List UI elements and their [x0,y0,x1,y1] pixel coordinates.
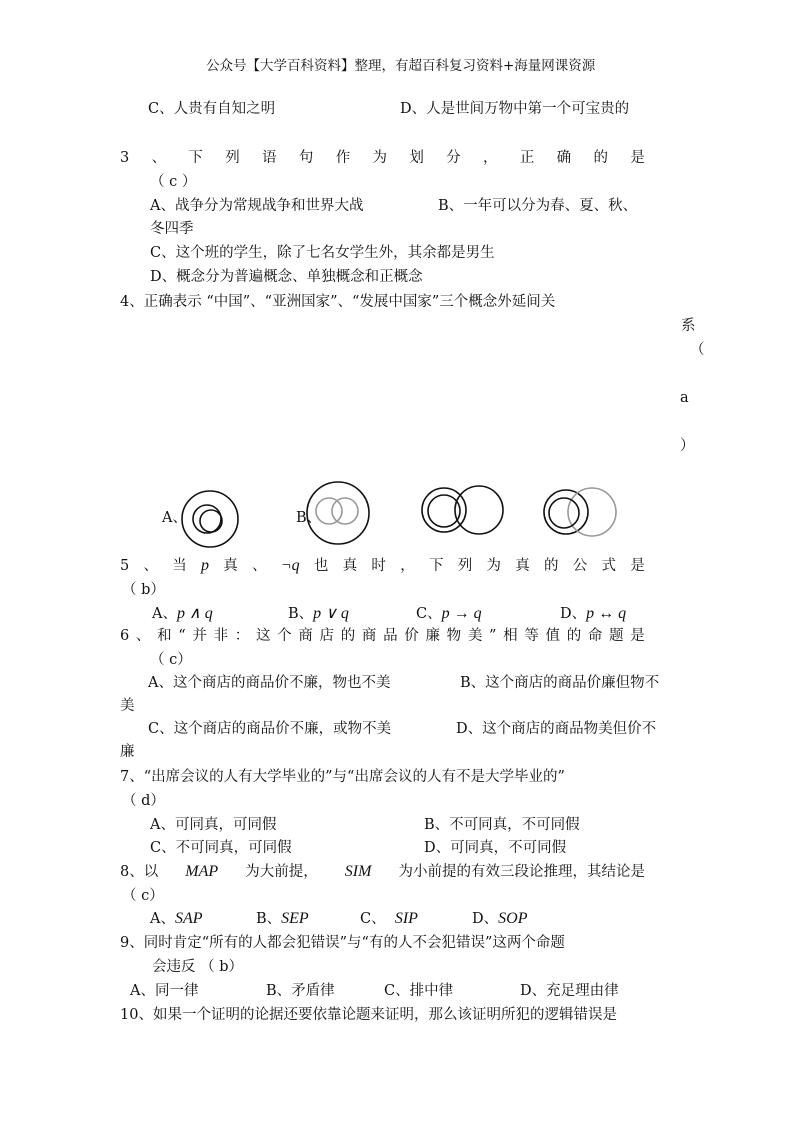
q8-option-c [360,909,418,929]
q5-char: 真 [515,558,530,574]
q8-option-b-value: SEP [281,910,309,927]
q6-stem-char: 题 [609,628,624,644]
q6-stem-char: 商 [298,628,313,644]
q6-stem-char: 非 [213,628,229,644]
q7-option-b: B、不可同真，不可同假 [424,817,580,833]
q5-option-a-formula: p ∧ q [176,605,213,622]
venn-diagram-b [302,480,374,550]
q5-option-b [288,604,349,624]
q5-option-a-label: A、 [152,606,177,622]
q4-label-b: B、 [296,510,322,526]
q8-option-d-value: SOP [498,910,528,927]
q5-char: 、 [143,558,158,574]
q6-stem-char: 个 [277,628,292,644]
q5-char: 式 [601,558,617,574]
q2-option-c: C、人贵有自知之明 [148,101,276,117]
q9-option-a: A、同一律 [130,983,199,999]
q6-stem-char: 商 [361,628,377,644]
q5-char: 真 [342,558,358,574]
q5-option-c-formula: p → q [441,605,482,622]
q3-option-b-cont: 冬四季 [150,221,194,237]
q9-option-c: C、排中律 [384,983,454,999]
q8-major-premise: MAP [185,863,219,880]
q7-option-c: C、不可同真，可同假 [150,840,292,856]
q6-stem-char: 的 [340,628,356,644]
q6-stem-char: ： [234,628,250,644]
q4-stem-end: 系 [681,318,696,334]
q6-option-c: C、这个商店的商品价不廉，或物不美 [148,721,392,737]
q8-stem-part: 8、以 [120,864,159,880]
q5-char: ， [400,558,415,574]
q7-stem: 7、“出席会议的人有大学毕业的”与“出席会议的人有不是大学毕业的” [120,769,565,785]
q5-option-a [152,604,213,624]
q5-char: 为 [486,558,501,574]
q5-char: 时 [371,558,386,574]
q5-option-c-label: C、 [416,606,442,622]
q6-stem-char: “ [178,628,186,644]
q8-stem-part: 为小前提的有效三段论推理，其结论是 [398,864,645,880]
q8-minor-premise: SIM [344,863,372,880]
q5-option-b-label: B、 [288,606,314,622]
q8-stem [120,862,645,882]
q5-option-c [416,604,482,624]
q8-option-a-value: SAP [174,910,203,927]
q8-option-b-label: B、 [256,911,282,927]
venn-diagram-a [170,490,250,550]
q3-option-c: C、这个班的学生，除了七名女学生外，其余都是男生 [150,245,495,261]
q3-stem-char: 作 [335,150,351,166]
q6-stem-char: 价 [404,628,419,644]
q3-option-d: D、概念分为普遍概念、单独概念和正概念 [150,269,423,285]
q6-stem-char: 的 [566,628,582,644]
q5-char: 公 [572,558,588,574]
q2-option-d: D、人是世间万物中第一个可宝贵的 [400,101,630,117]
q10-stem: 10、如果一个证明的论据还要依靠论题来证明，那么该证明所犯的逻辑错误是 [120,1007,617,1023]
q6-stem-char: 店 [319,628,335,644]
q9-stem: 9、同时肯定“所有的人都会犯错误”与“有的人不会犯错误”这两个命题 [120,935,565,951]
q5-char: 真 [223,558,238,574]
q6-option-b: B、这个商店的商品价廉但物不 [460,675,660,691]
q8-stem-part: 为大前提， [245,864,318,880]
q4-answer: a [680,390,689,406]
q5-option-d [560,604,626,624]
q4-paren-close: ） [680,438,695,454]
q8-option-a [150,909,203,929]
q3-stem-char: 是 [630,150,645,166]
venn-diagram-d [540,486,620,546]
q3-stem-char: ， [483,150,498,166]
q4-paren-open: （ [690,342,705,358]
q5-char: 是 [630,558,645,574]
q6-stem-char: 是 [630,628,645,644]
q8-option-c-label: C、 [360,911,386,927]
q5-char: 下 [428,558,444,574]
q6-stem-char: 相 [503,628,518,644]
q6-stem-char: 这 [255,628,271,644]
q3-stem-char: 为 [372,150,388,166]
q3-answer: （ c ） [150,174,197,190]
q6-stem-char: 6 [120,628,130,644]
q6-option-d-cont: 廉 [120,744,135,760]
q5-char: 的 [544,558,559,574]
q3-stem-char: 确 [556,150,572,166]
q5-char: 列 [457,558,473,574]
q6-stem-char: 、 [135,628,151,644]
page-header: 公众号【大学百科资料】整理，有超百科复习资料+海量网课资源 [206,58,596,74]
q7-option-a: A、可同真，可同假 [150,817,277,833]
q8-answer: （ c） [122,888,164,904]
q6-answer: （ c） [150,652,192,668]
q3-stem-char: 语 [262,150,277,166]
q8-option-a-label: A、 [150,911,175,927]
q4-stem: 4、正确表示 “中国”、“亚洲国家”、“发展中国家”三个概念外延间关 [120,294,556,310]
q3-stem-char: 分 [446,150,461,166]
q3-stem [120,148,645,168]
q5-answer: （ b） [122,582,165,598]
q9-option-d: D、充足理由律 [520,983,619,999]
q6-stem-char: 和 [157,628,172,644]
q5-char: 也 [313,558,329,574]
q3-option-a: A、战争分为常规战争和世界大战 [150,198,364,214]
q4-label-a: A、 [162,510,187,526]
q7-answer: （ d） [122,793,165,809]
q6-stem-char: 物 [446,628,462,644]
q6-stem-char: ” [489,628,497,644]
q6-option-d: D、这个商店的商品物美但价不 [456,721,657,737]
q5-option-d-label: D、 [560,606,587,622]
q6-stem-char: 品 [383,628,398,644]
q3-stem-char: 下 [188,150,203,166]
q6-stem-char: 美 [467,628,483,644]
q6-stem-char: 命 [587,628,603,644]
q9-option-b: B、矛盾律 [266,983,335,999]
q3-option-b: B、一年可以分为春、夏、秋、 [438,198,638,214]
q5-number: 5 [120,558,130,574]
q6-option-a: A、这个商店的商品价不廉，物也不美 [148,675,391,691]
q5-char: 当 [172,558,187,574]
q5-stem [120,556,645,576]
q8-option-d [472,909,527,929]
q6-stem-char: 廉 [425,628,440,644]
q3-stem-char: 的 [593,150,608,166]
q5-option-d-formula: p ↔ q [586,605,627,622]
q5-var-p: p [201,557,210,574]
q3-stem-char: 3 [120,150,130,166]
q6-stem-char: 等 [524,628,539,644]
q3-stem-char: 列 [225,150,240,166]
q6-option-b-cont: 美 [120,698,135,714]
q6-stem-char: 并 [192,628,207,644]
q3-stem-char: 、 [151,150,167,166]
q5-var-not-q: ¬q [280,557,300,574]
q3-stem-char: 正 [519,150,535,166]
q5-option-b-formula: p ∨ q [313,605,349,622]
q3-stem-char: 句 [298,150,314,166]
q3-stem-char: 划 [409,150,424,166]
q7-option-d: D、可同真，不可同假 [424,840,567,856]
q6-stem-char: 值 [545,628,561,644]
q5-char: 、 [252,558,267,574]
q8-option-b [256,909,309,929]
venn-diagram-c [416,484,508,544]
q8-option-d-label: D、 [472,911,499,927]
q8-option-c-value: SIP [394,910,418,927]
q9-stem-cont: 会违反 （ b） [152,959,243,975]
q6-stem [120,626,645,646]
